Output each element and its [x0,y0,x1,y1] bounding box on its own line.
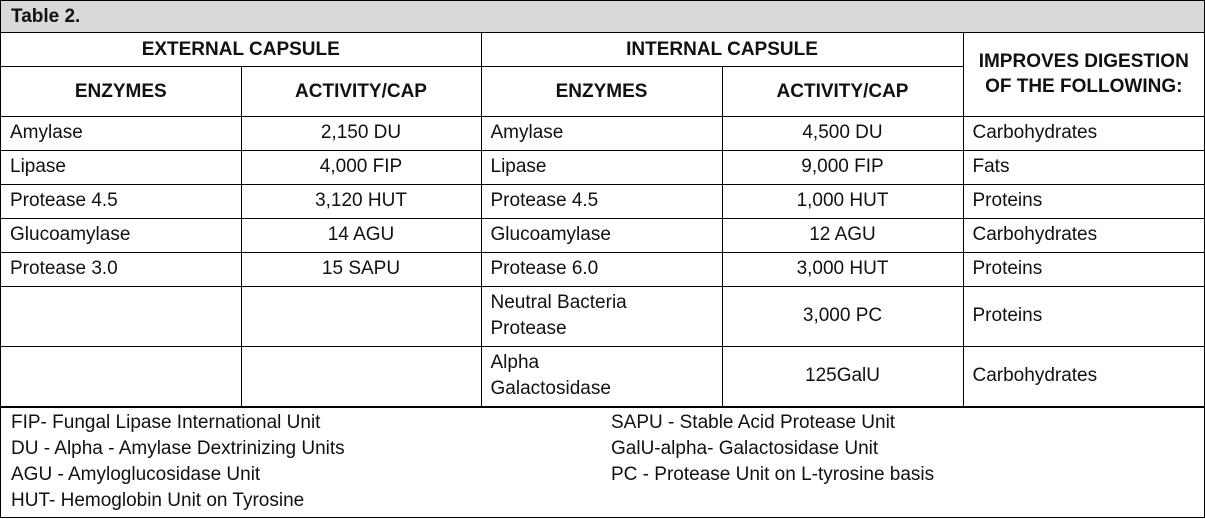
improves-cell: Proteins [963,286,1204,346]
int-activity-cell: 3,000 HUT [722,252,963,286]
ext-activity-header: ACTIVITY/CAP [241,66,481,116]
ext-activity-cell: 4,000 FIP [241,150,481,184]
table-row [1,184,1204,218]
int-activity-cell: 3,000 PC [722,286,963,346]
table-row [1,218,1204,252]
int-enzyme-cell: Glucoamylase [481,218,722,252]
improves-digestion-header: IMPROVES DIGESTION OF THE FOLLOWING: [963,33,1204,116]
legend-item: PC - Protease Unit on L-tyrosine basis [611,463,935,485]
legend-item: FIP- Fungal Lipase International Unit [11,411,321,433]
ext-enzymes-header: ENZYMES [1,66,241,116]
table-row [1,150,1204,184]
ext-enzyme-cell: Lipase [1,150,241,184]
ext-enzyme-cell: Glucoamylase [1,218,241,252]
ext-activity-cell [241,286,481,346]
legend-item: HUT- Hemoglobin Unit on Tyrosine [11,489,305,511]
int-activity-header: ACTIVITY/CAP [722,66,963,116]
legend-left-column [11,410,345,514]
int-enzyme-cell: Protease 4.5 [481,184,722,218]
ext-enzyme-cell: Protease 3.0 [1,252,241,286]
abbreviation-legend [1,407,1204,519]
ext-enzyme-cell [1,286,241,346]
int-activity-cell: 125GalU [722,346,963,406]
ext-activity-cell [241,346,481,406]
improves-cell: Carbohydrates [963,218,1204,252]
int-enzymes-header: ENZYMES [481,66,722,116]
ext-enzyme-cell: Protease 4.5 [1,184,241,218]
header-row-groups [1,33,1204,66]
table-row [1,346,1204,406]
table-row [1,116,1204,150]
legend-item: DU - Alpha - Amylase Dextrinizing Units [11,437,345,459]
improves-cell: Proteins [963,184,1204,218]
int-enzyme-cell: Amylase [481,116,722,150]
enzyme-table [1,33,1204,407]
internal-capsule-header: INTERNAL CAPSULE [481,33,963,66]
ext-enzyme-cell: Amylase [1,116,241,150]
int-activity-cell: 9,000 FIP [722,150,963,184]
legend-item: GalU-alpha- Galactosidase Unit [611,437,879,459]
table-title: Table 2. [1,1,1204,33]
improves-cell: Carbohydrates [963,116,1204,150]
table-row [1,252,1204,286]
legend-item: AGU - Amyloglucosidase Unit [11,463,261,485]
int-enzyme-cell: Protease 6.0 [481,252,722,286]
int-activity-cell: 12 AGU [722,218,963,252]
improves-cell: Proteins [963,252,1204,286]
ext-enzyme-cell [1,346,241,406]
int-enzyme-cell: Neutral Bacteria Protease [481,286,722,346]
int-activity-cell: 1,000 HUT [722,184,963,218]
int-enzyme-cell: Alpha Galactosidase [481,346,722,406]
ext-activity-cell: 14 AGU [241,218,481,252]
ext-activity-cell: 15 SAPU [241,252,481,286]
int-enzyme-cell: Lipase [481,150,722,184]
ext-activity-cell: 2,150 DU [241,116,481,150]
legend-item: SAPU - Stable Acid Protease Unit [611,411,896,433]
ext-activity-cell: 3,120 HUT [241,184,481,218]
improves-cell: Fats [963,150,1204,184]
int-activity-cell: 4,500 DU [722,116,963,150]
table-row [1,286,1204,346]
legend-right-column [611,410,934,488]
external-capsule-header: EXTERNAL CAPSULE [1,33,481,66]
improves-cell: Carbohydrates [963,346,1204,406]
